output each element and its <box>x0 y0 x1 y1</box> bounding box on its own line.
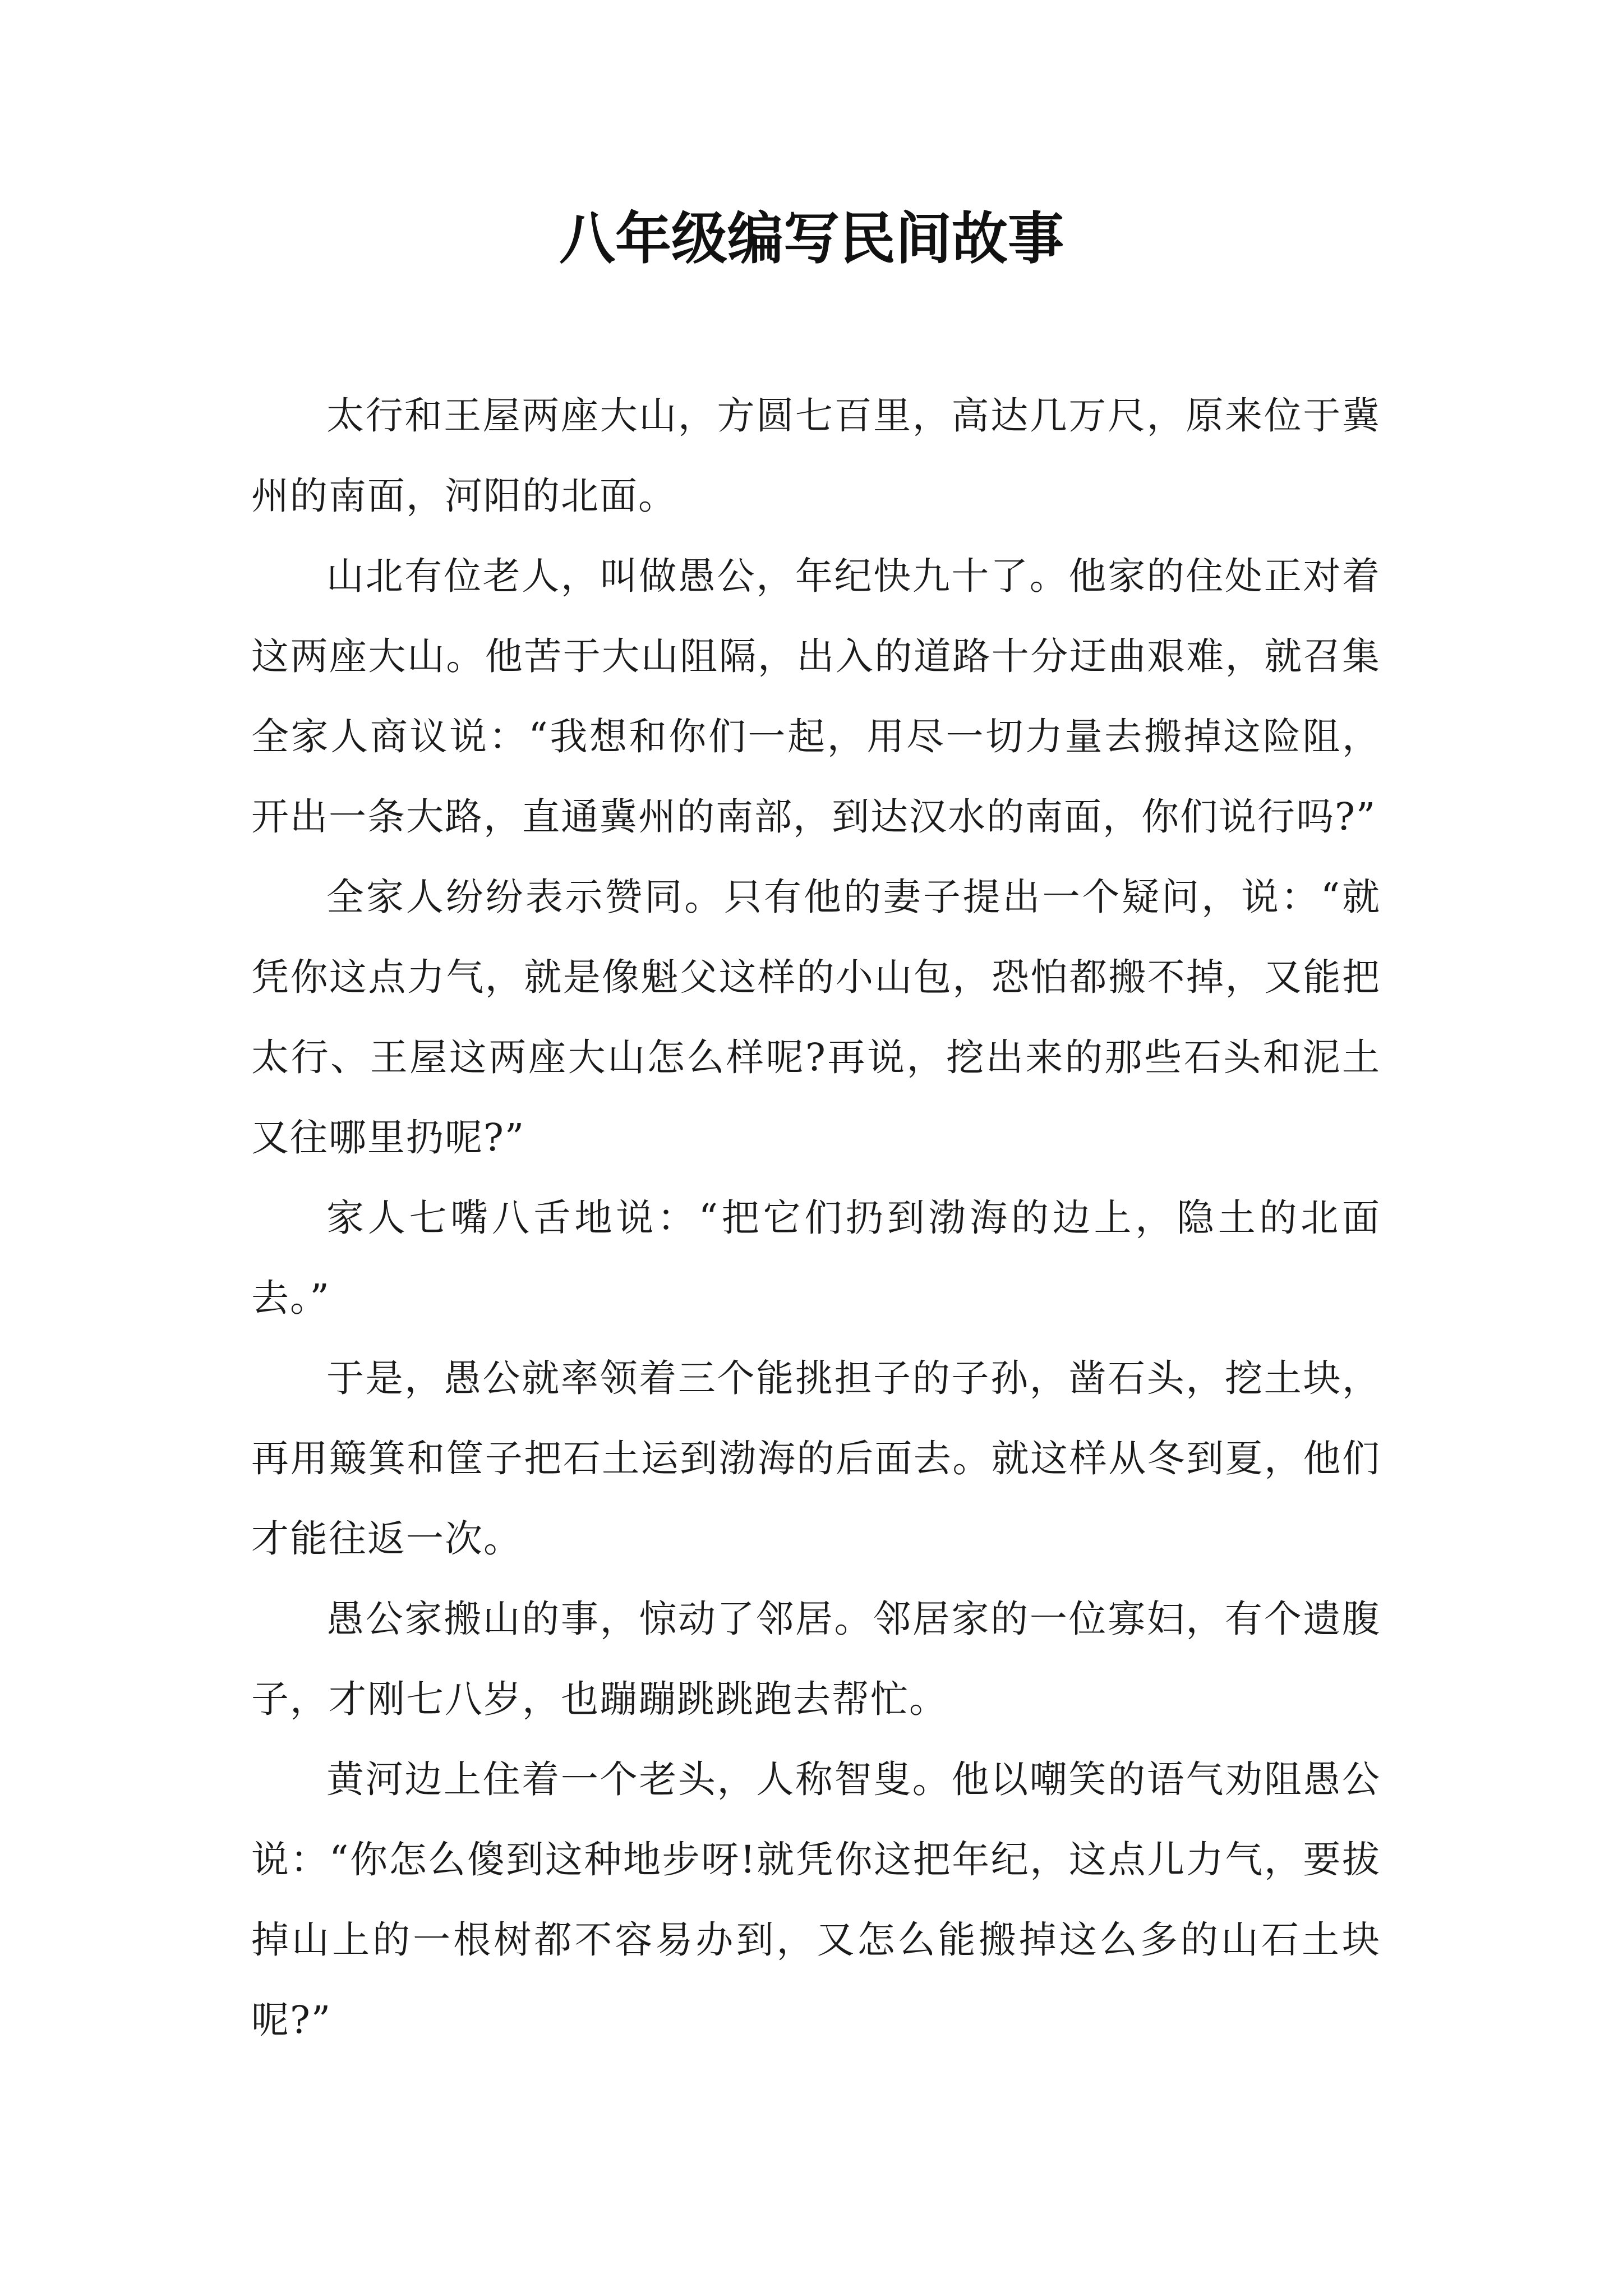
paragraph: 黄河边上住着一个老头，人称智叟。他以嘲笑的语气劝阻愚公说：“你怎么傻到这种地步呀!就凭你这把年纪，这点儿力气，要拔掉山上的一根树都不容易办到，又怎么能搬掉这么多的山石土块呢?” <box>251 1757 1381 2042</box>
paragraph: 愚公家搬山的事，惊动了邻居。邻居家的一位寡妇，有个遗腹子，才刚七八岁，也蹦蹦跳跳跑去帮忙。 <box>251 1597 1381 1721</box>
paragraph: 于是，愚公就率领着三个能挑担子的子孙，凿石头，挖土块，再用簸箕和筐子把石土运到渤海的后面去。就这样从冬到夏，他们才能往返一次。 <box>251 1356 1381 1561</box>
paragraph: 山北有位老人，叫做愚公，年纪快九十了。他家的住处正对着这两座大山。他苦于大山阻隔，出入的道路十分迂曲艰难，就召集全家人商议说：“我想和你们一起，用尽一切力量去搬掉这险阻，开出一条大路，直通冀州的南部，到达汉水的南面，你们说行吗?” <box>251 554 1381 839</box>
story-body <box>251 376 1381 2060</box>
page-title: 八年级编写民间故事 <box>559 205 1064 272</box>
paragraph: 全家人纷纷表示赞同。只有他的妻子提出一个疑问，说：“就凭你这点力气，就是像魁父这样的小山包，恐怕都搬不掉，又能把太行、王屋这两座大山怎么样呢?再说，挖出来的那些石头和泥土又往哪里扔呢?” <box>251 875 1381 1159</box>
paragraph: 太行和王屋两座大山，方圆七百里，高达几万尺，原来位于冀州的南面，河阳的北面。 <box>251 394 1381 518</box>
paragraph: 家人七嘴八舌地说：“把它们扔到渤海的边上，隐土的北面去。” <box>251 1196 1381 1320</box>
